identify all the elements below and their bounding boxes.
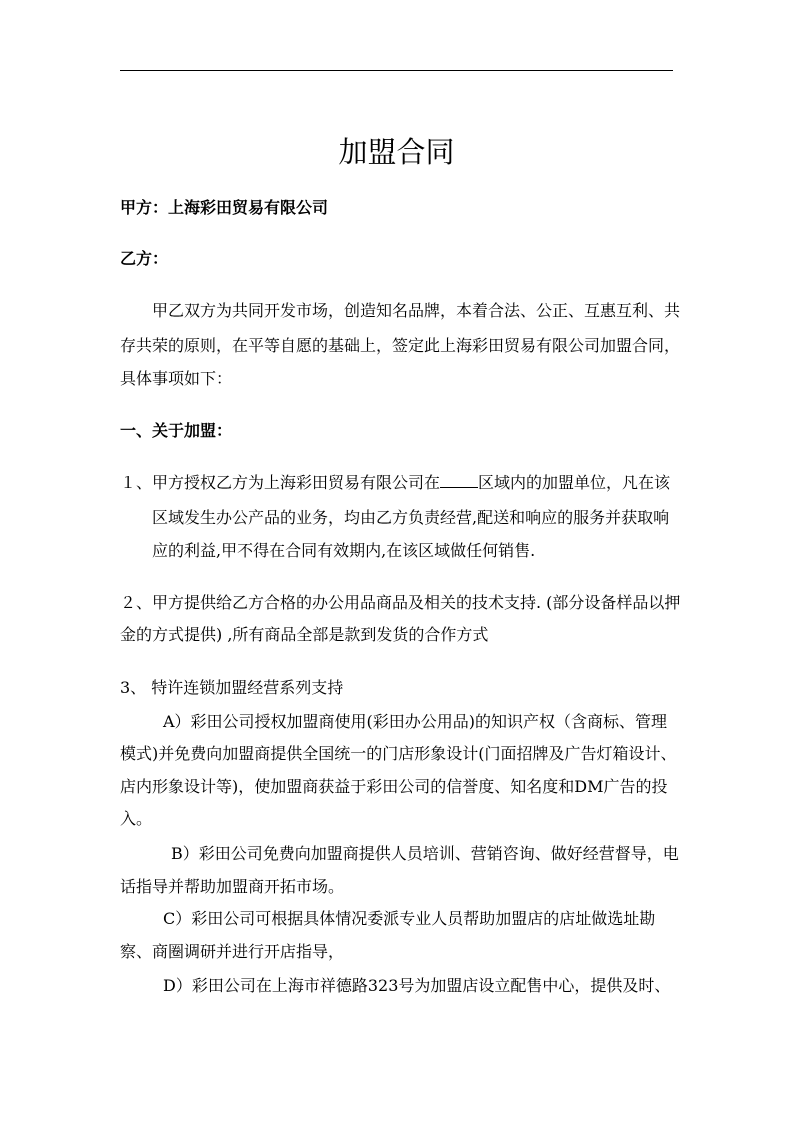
section1-heading: 一、关于加盟： <box>120 421 233 440</box>
item3-a-line-2: 模式)并免费向加盟商提供全国统一的门店形象设计(门面招牌及广告灯箱设计、 <box>120 744 677 763</box>
item3-c-line-1: C）彩田公司可根据具体情况委派专业人员帮助加盟店的店址做选址勘 <box>163 909 656 928</box>
item1-text-before: １、甲方授权乙方为上海彩田贸易有限公司在 <box>120 473 441 492</box>
item3-a-line-3: 店内形象设计等)，使加盟商获益于彩田公司的信誉度、知名度和DM广告的投 <box>120 777 668 796</box>
intro-line-3: 具体事项如下： <box>120 369 233 388</box>
item1-line-2: 区域发生办公产品的业务，均由乙方负责经营,配送和响应的服务并获取响 <box>152 508 670 527</box>
item1-line-1 <box>120 472 670 494</box>
item1-text-after: 区域内的加盟单位，凡在该 <box>478 473 671 492</box>
item3-b-line-1: B）彩田公司免费向加盟商提供人员培训、营销咨询、做好经营督导，电 <box>171 844 679 863</box>
region-blank <box>440 473 478 488</box>
item3-c-line-2: 察、商圈调研并进行开店指导， <box>120 942 345 961</box>
party-b: 乙方： <box>120 249 169 268</box>
item2-line-2: 金的方式提供) ,所有商品全部是款到发货的合作方式 <box>120 625 489 644</box>
header-rule <box>120 70 673 71</box>
item3-d-line-1: D）彩田公司在上海市祥德路323号为加盟店设立配售中心，提供及时、 <box>163 976 671 995</box>
item3-b-line-2: 话指导并帮助加盟商开拓市场。 <box>120 877 345 896</box>
item3-a-line-1: A）彩田公司授权加盟商使用(彩田办公用品)的知识产权（含商标、管理 <box>163 712 668 731</box>
intro-line-1: 甲乙双方为共同开发市场，创造知名品牌，本着合法、公正、互惠互利、共 <box>152 301 681 320</box>
intro-line-2: 存共荣的原则，在平等自愿的基础上，签定此上海彩田贸易有限公司加盟合同， <box>120 336 681 355</box>
document-title: 加盟合同 <box>338 135 455 169</box>
item2-line-1: ２、甲方提供给乙方合格的办公用品商品及相关的技术支持. (部分设备样品以押 <box>120 593 681 612</box>
party-a: 甲方：上海彩田贸易有限公司 <box>120 198 329 217</box>
item3-a-line-4: 入。 <box>120 809 153 828</box>
item1-line-3: 应的利益,甲不得在合同有效期内,在该区域做任何销售. <box>152 541 536 560</box>
item3-heading: 3、 特许连锁加盟经营系列支持 <box>120 678 344 697</box>
